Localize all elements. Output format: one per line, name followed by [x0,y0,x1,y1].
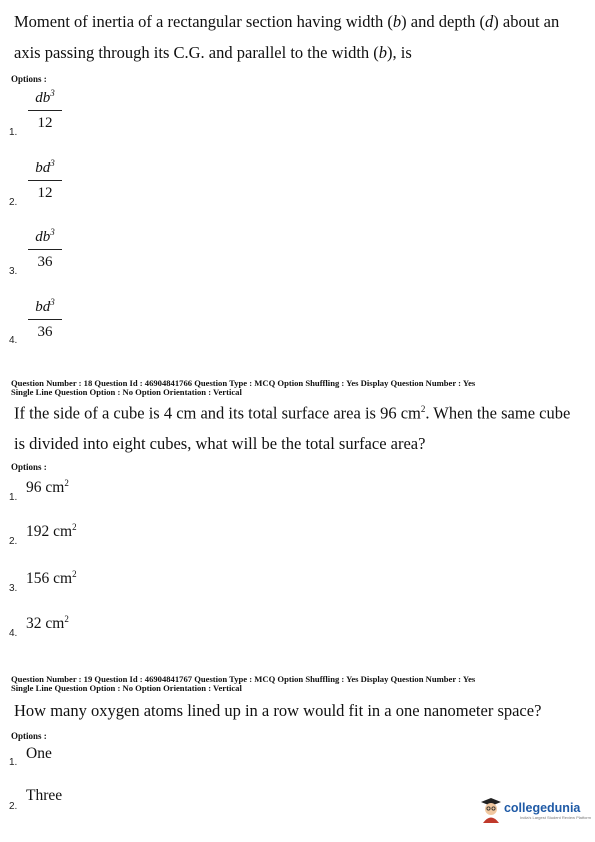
q19-option-1-number: 1. [9,757,18,768]
q18-option-4-number: 4. [9,628,18,639]
q18-option-3[interactable]: 156 $cm^2$ [26,569,77,588]
q17-option-2-number: 2. [9,197,18,208]
q17-option-3[interactable]: $db^3$ 36 [28,227,62,271]
q17-text-line2: axis passing through its C.G. and parallel to the width (b), is [14,43,412,62]
logo-tagline: India's Largest Student Review Platform [519,814,591,820]
q18-meta: Question Number : 18 Question Id : 46904841766 Question Type : MCQ Option Shuffling : Yes Display Question Number : Yes Single Line Question Option : No Option Orientation : Vertical [11,378,476,398]
q18-option-1[interactable]: 96 $cm^2$ [26,478,69,497]
q19-options-label: Options : [11,731,47,741]
q19-option-2-number: 2. [9,801,18,812]
q18-option-1-number: 1. [9,492,18,503]
collegedunia-logo [480,797,591,823]
q18-option-4[interactable]: 32 $cm^2$ [26,614,69,633]
q19-meta: Question Number : 19 Question Id : 46904841767 Question Type : MCQ Option Shuffling : Yes Display Question Number : Yes Single Line Question Option : No Option Orientation : Vertical [11,674,476,694]
q19-option-1[interactable]: One [26,745,52,762]
q17-options-label: Options : [11,74,47,84]
q19-text-line1: How many oxygen atoms lined up in a row would fit in a one nanometer space? [14,701,542,720]
q17-option-4-number: 4. [9,335,18,346]
q17-text-line1: Moment of inertia of a rectangular section having width (b) and depth (d) about an [14,12,560,31]
q17-option-1-number: 1. [9,127,18,138]
q19-option-2[interactable]: Three [26,787,63,804]
q18-options-label: Options : [11,462,47,472]
q18-option-2[interactable]: 192 $cm^2$ [26,522,77,541]
q17-option-2[interactable]: $bd^3$ 12 [28,158,62,202]
student-mascot-icon [480,797,502,823]
q17-option-1[interactable]: $db^3$ 12 [28,88,62,132]
q17-option-4[interactable]: $bd^3$ 36 [28,297,62,341]
q18-option-2-number: 2. [9,536,18,547]
q17-option-3-number: 3. [9,266,18,277]
q18-option-3-number: 3. [9,583,18,594]
q18-text-line2: is divided into eight cubes, what will be the total surface area? [14,434,426,453]
q18-text-line1: If the side of a cube is 4 cm and its total surface area is 96 $cm^2$. When the same cube [14,403,571,423]
logo-wordmark: collegedunia [503,800,581,815]
